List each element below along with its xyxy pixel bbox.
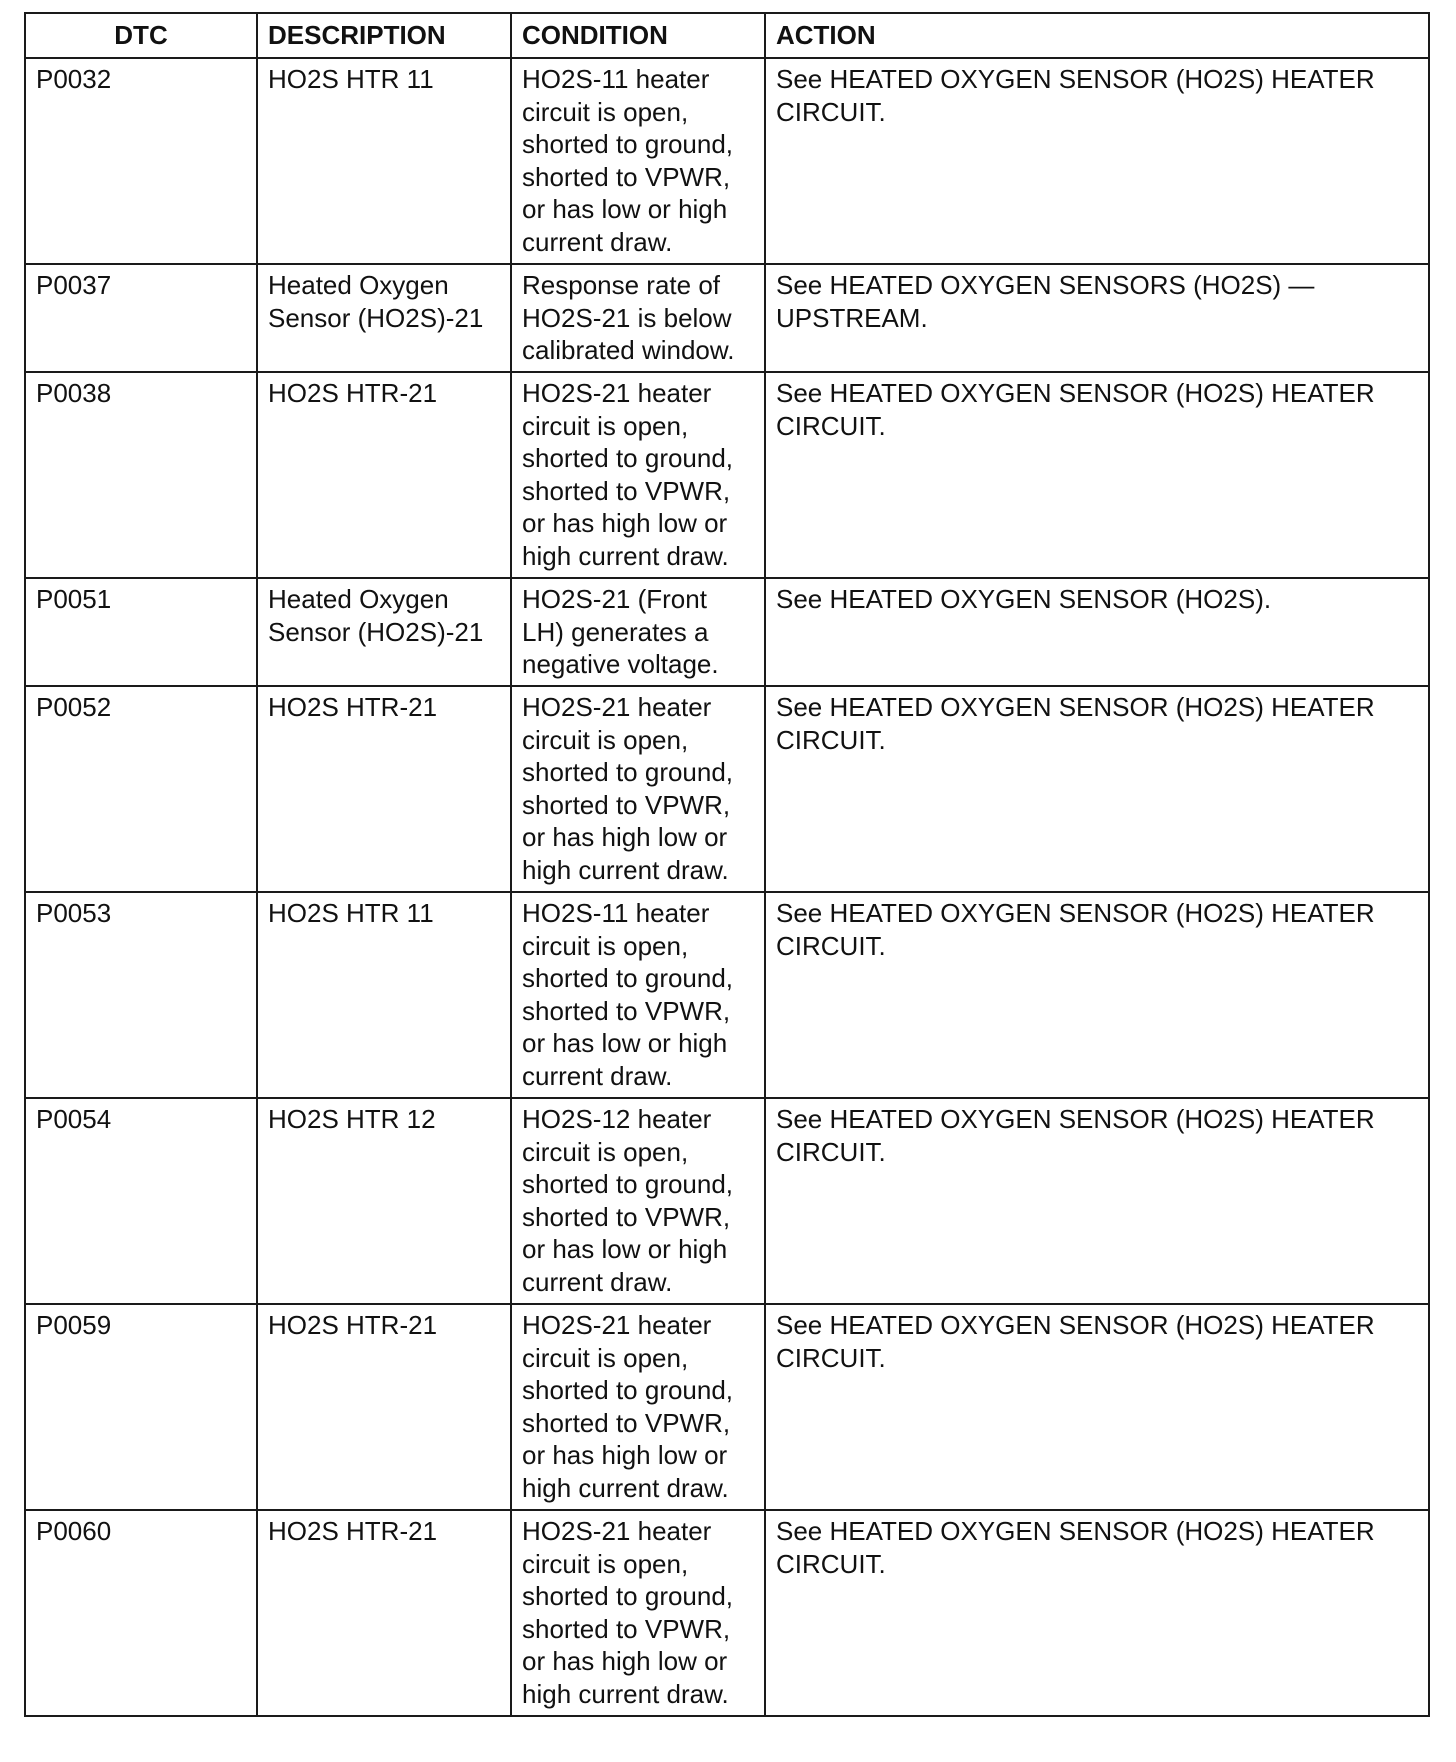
header-row — [25, 13, 1429, 58]
header-dtc: DTC — [25, 13, 257, 58]
cell-condition: HO2S-21 heater circuit is open, shorted to ground, shorted to VPWR, or has high low or high current draw. — [511, 372, 765, 578]
cell-action: See HEATED OXYGEN SENSOR (HO2S) HEATER CIRCUIT. — [765, 1098, 1429, 1304]
cell-description: HO2S HTR 12 — [257, 1098, 511, 1304]
header-description: DESCRIPTION — [257, 13, 511, 58]
cell-dtc: P0052 — [25, 686, 257, 892]
cell-description: HO2S HTR-21 — [257, 686, 511, 892]
cell-dtc: P0032 — [25, 58, 257, 264]
cell-action: See HEATED OXYGEN SENSOR (HO2S) HEATER CIRCUIT. — [765, 892, 1429, 1098]
dtc-table — [24, 12, 1430, 1717]
table-row — [25, 1098, 1429, 1304]
cell-condition: HO2S-11 heater circuit is open, shorted to ground, shorted to VPWR, or has low or high current draw. — [511, 892, 765, 1098]
table-row — [25, 578, 1429, 686]
cell-condition: Response rate of HO2S-21 is below calibrated window. — [511, 264, 765, 372]
table-row — [25, 1510, 1429, 1716]
cell-dtc: P0051 — [25, 578, 257, 686]
table-body — [25, 58, 1429, 1716]
cell-condition: HO2S-21 heater circuit is open, shorted to ground, shorted to VPWR, or has high low or high current draw. — [511, 686, 765, 892]
cell-dtc: P0037 — [25, 264, 257, 372]
cell-condition: HO2S-21 (Front LH) generates a negative voltage. — [511, 578, 765, 686]
table-row — [25, 686, 1429, 892]
cell-action: See HEATED OXYGEN SENSOR (HO2S). — [765, 578, 1429, 686]
cell-action: See HEATED OXYGEN SENSOR (HO2S) HEATER CIRCUIT. — [765, 1304, 1429, 1510]
cell-action: See HEATED OXYGEN SENSOR (HO2S) HEATER CIRCUIT. — [765, 58, 1429, 264]
cell-description: HO2S HTR-21 — [257, 1304, 511, 1510]
cell-description: HO2S HTR-21 — [257, 372, 511, 578]
cell-dtc: P0060 — [25, 1510, 257, 1716]
cell-dtc: P0053 — [25, 892, 257, 1098]
cell-dtc: P0038 — [25, 372, 257, 578]
cell-condition: HO2S-21 heater circuit is open, shorted to ground, shorted to VPWR, or has high low or high current draw. — [511, 1304, 765, 1510]
table-row — [25, 58, 1429, 264]
cell-dtc: P0054 — [25, 1098, 257, 1304]
cell-condition: HO2S-12 heater circuit is open, shorted to ground, shorted to VPWR, or has low or high current draw. — [511, 1098, 765, 1304]
cell-dtc: P0059 — [25, 1304, 257, 1510]
cell-action: See HEATED OXYGEN SENSOR (HO2S) HEATER CIRCUIT. — [765, 1510, 1429, 1716]
cell-description: HO2S HTR 11 — [257, 892, 511, 1098]
table-header — [25, 13, 1429, 58]
cell-action: See HEATED OXYGEN SENSOR (HO2S) HEATER CIRCUIT. — [765, 372, 1429, 578]
table-row — [25, 264, 1429, 372]
cell-description: Heated Oxygen Sensor (HO2S)-21 — [257, 578, 511, 686]
table-row — [25, 892, 1429, 1098]
cell-condition: HO2S-11 heater circuit is open, shorted to ground, shorted to VPWR, or has low or high current draw. — [511, 58, 765, 264]
cell-description: HO2S HTR 11 — [257, 58, 511, 264]
cell-description: HO2S HTR-21 — [257, 1510, 511, 1716]
header-action: ACTION — [765, 13, 1429, 58]
header-condition: CONDITION — [511, 13, 765, 58]
cell-description: Heated Oxygen Sensor (HO2S)-21 — [257, 264, 511, 372]
cell-condition: HO2S-21 heater circuit is open, shorted to ground, shorted to VPWR, or has high low or high current draw. — [511, 1510, 765, 1716]
table-row — [25, 372, 1429, 578]
cell-action: See HEATED OXYGEN SENSORS (HO2S) — UPSTREAM. — [765, 264, 1429, 372]
cell-action: See HEATED OXYGEN SENSOR (HO2S) HEATER CIRCUIT. — [765, 686, 1429, 892]
table-row — [25, 1304, 1429, 1510]
